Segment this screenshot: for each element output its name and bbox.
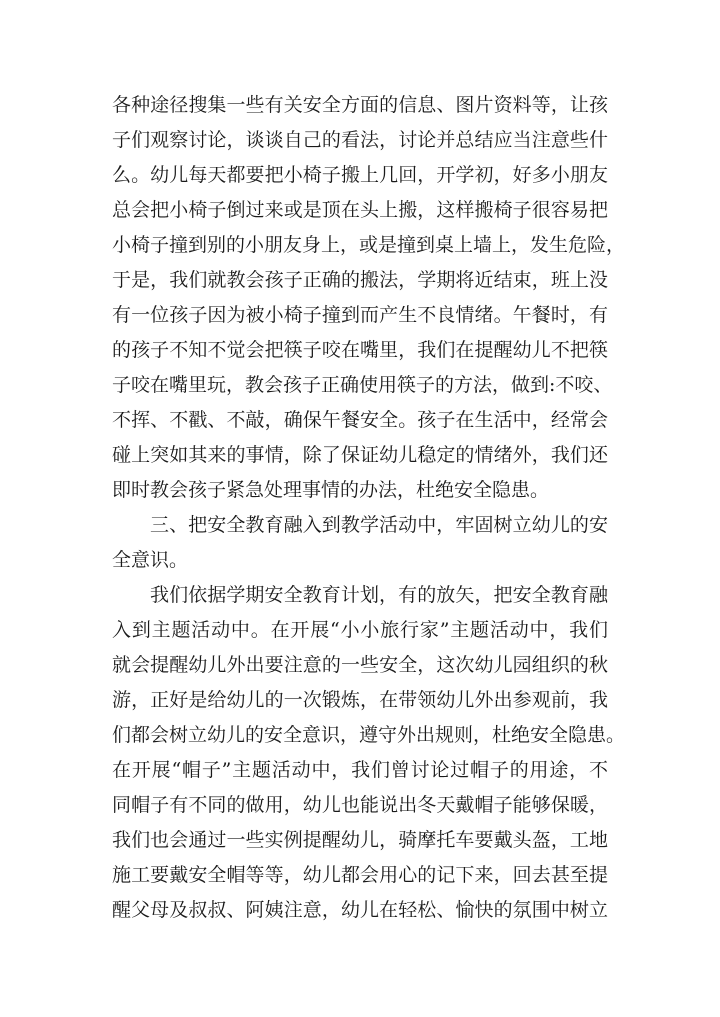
text-line: 总会把小椅子倒过来或是顶在头上搬，这样搬椅子很容易把: [112, 199, 608, 221]
paragraph-end-line: 即时教会孩子紧急处理事情的办法，杜绝安全隐患。: [112, 479, 550, 501]
text-line: 子咬在嘴里玩，教会孩子正确使用筷子的方法，做到:不咬、: [112, 374, 613, 396]
text-line: 施工要戴安全帽等等，幼儿都会用心的记下来，回去甚至提: [112, 864, 608, 886]
text-line: 同帽子有不同的做用，幼儿也能说出冬天戴帽子能够保暖，: [112, 794, 608, 816]
text-line: 于是，我们就教会孩子正确的搬法，学期将近结束，班上没: [112, 269, 608, 291]
text-line: 不挥、不戳、不敲，确保午餐安全。孩子在生活中，经常会: [112, 409, 608, 431]
text-line: 子们观察讨论，谈谈自己的看法，讨论并总结应当注意些什: [112, 129, 608, 151]
text-line: 们都会树立幼儿的安全意识，遵守外出规则，杜绝安全隐患。: [112, 724, 626, 746]
document-body: [112, 88, 626, 928]
text-line: 我们也会通过一些实例提醒幼儿，骑摩托车要戴头盔，工地: [112, 829, 608, 851]
text-line: 就会提醒幼儿外出要注意的一些安全，这次幼儿园组织的秋: [112, 654, 608, 676]
text-line: 各种途径搜集一些有关安全方面的信息、图片资料等，让孩: [112, 94, 608, 116]
text-line: 么。幼儿每天都要把小椅子搬上几回，开学初，好多小朋友: [112, 164, 608, 186]
text-line: 有一位孩子因为被小椅子撞到而产生不良情绪。午餐时，有: [112, 304, 608, 326]
paragraph-start-line: 我们依据学期安全教育计划，有的放矢，把安全教育融: [150, 584, 608, 606]
section-heading-end-line: 全意识。: [112, 549, 189, 571]
text-line: 在开展“帽子”主题活动中，我们曾讨论过帽子的用途，不: [112, 759, 608, 781]
text-line: 的孩子不知不觉会把筷子咬在嘴里，我们在提醒幼儿不把筷: [112, 339, 608, 361]
text-line: 游，正好是给幼儿的一次锻炼，在带领幼儿外出参观前，我: [112, 689, 608, 711]
text-line: 醒父母及叔叔、阿姨注意，幼儿在轻松、愉快的氛围中树立: [112, 899, 608, 921]
text-line: 小椅子撞到别的小朋友身上，或是撞到桌上墙上，发生危险，: [112, 234, 626, 256]
text-line: 入到主题活动中。在开展“小小旅行家”主题活动中，我们: [112, 619, 608, 641]
text-line: 碰上突如其来的事情，除了保证幼儿稳定的情绪外，我们还: [112, 444, 608, 466]
section-heading-line: 三、把安全教育融入到教学活动中，牢固树立幼儿的安: [150, 514, 608, 536]
